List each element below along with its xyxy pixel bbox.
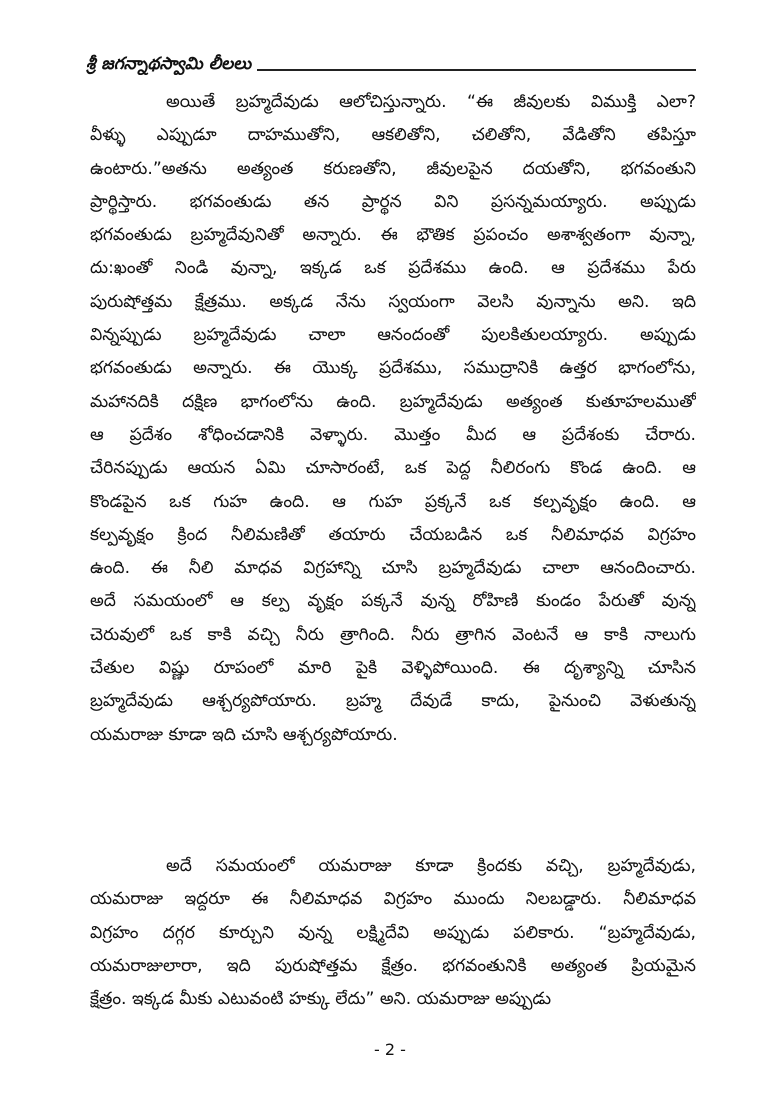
text-line: వీళ్ళు ఎప్పుడూ దాహముతోని, ఆకలితోని, చలితోని, వేడితోని తపిస్తూ xyxy=(90,125,696,146)
text-line: క్షేత్రం. ఇక్కడ మీకు ఎటువంటి హక్కు లేదు” అని. యమరాజు అప్పుడు xyxy=(90,989,552,1010)
running-header xyxy=(86,50,696,74)
text-line: విగ్రహం దగ్గర కూర్చుని వున్న లక్ష్మిదేవి అప్పుడు పలికారు. “బ్రహ్మదేవుడు, xyxy=(90,922,696,943)
text-line: యమరాజు కూడా ఇది చూసి ఆశ్చర్యపోయారు. xyxy=(90,724,398,745)
text-line: బ్రహ్మదేవుడు ఆశ్చర్యపోయారు. బ్రహ్మ దేవుడే కాదు, పైనుంచి వెళుతున్న xyxy=(90,691,696,712)
text-line: విన్నప్పుడు బ్రహ్మదేవుడు చాలా ఆనందంతో పులకితులయ్యారు. అప్పుడు xyxy=(90,325,696,346)
text-line: ఉంటారు.”అతను అత్యంత కరుణతోని, జీవులపైన దయతోని, భగవంతుని xyxy=(90,158,696,179)
text-line: ప్రార్థిస్తారు. భగవంతుడు తన ప్రార్థన విని ప్రసన్నమయ్యారు. అప్పుడు xyxy=(90,191,696,212)
page-number: - 2 - xyxy=(374,1040,406,1059)
text-line: పురుషోత్తమ క్షేత్రము. అక్కడ నేను స్వయంగా వెలసి వున్నాను అని. ఇది xyxy=(90,291,696,312)
header-title: శ్రీ జగన్నాథస్వామి లీలలు xyxy=(86,54,252,74)
text-line: దు:ఖంతో నిండి వున్నా, ఇక్కడ ఒక ప్రదేశము ఉంది. ఆ ప్రదేశము పేరు xyxy=(90,258,696,279)
text-line: చేతుల విష్ణు రూపంలో మారి పైకి వెళ్ళిపోయింది. ఈ దృశ్యాన్ని చూసిన xyxy=(90,658,696,679)
text-line: ఆ ప్రదేశం శోధించడానికి వెళ్ళారు. మొత్తం మీద ఆ ప్రదేశంకు చేరారు. xyxy=(90,424,696,445)
text-line: యమరాజు ఇద్దరూ ఈ నీలిమాధవ విగ్రహం ముందు నిలబడ్డారు. నీలిమాధవ xyxy=(90,889,696,910)
text-line: మహానదికి దక్షిణ భాగంలోను ఉంది. బ్రహ్మదేవుడు అత్యంత కుతూహలముతో xyxy=(90,391,696,412)
text-line: చేరినప్పుడు ఆయన ఏమి చూసారంటే, ఒక పెద్ద నీలిరంగు కొండ ఉంది. ఆ xyxy=(90,458,696,479)
text-line: చెరువులో ఒక కాకి వచ్చి నీరు త్రాగింది. నీరు త్రాగిన వెంటనే ఆ కాకి నాలుగు xyxy=(90,624,696,645)
text-line: అదే సమయంలో ఆ కల్ప వృక్షం పక్కనే వున్న రోహిణి కుండం పేరుతో వున్న xyxy=(90,591,696,612)
text-line: అదే సమయంలో యమరాజు కూడా క్రిందకు వచ్చి, బ్రహ్మదేవుడు, xyxy=(166,856,696,876)
text-line: ఉంది. ఈ నీలి మాధవ విగ్రహాన్ని చూసి బ్రహ్మదేవుడు చాలా ఆనందించారు. xyxy=(90,558,696,579)
text-line: యమరాజులారా, ఇది పురుషోత్తమ క్షేత్రం. భగవంతునికి అత్యంత ప్రియమైన xyxy=(90,955,696,976)
text-line: కల్పవృక్షం క్రింద నీలిమణితో తయారు చేయబడిన ఒక నీలిమాధవ విగ్రహం xyxy=(90,524,696,545)
header-rule xyxy=(257,69,696,71)
text-line: భగవంతుడు అన్నారు. ఈ యొక్క ప్రదేశము, సముద్రానికి ఉత్తర భాగంలోను, xyxy=(90,358,696,379)
paragraph-1 xyxy=(90,86,696,752)
paragraph-2 xyxy=(90,850,696,1016)
text-line: భగవంతుడు బ్రహ్మదేవునితో అన్నారు. ఈ భౌతిక ప్రపంచం అశాశ్వతంగా వున్నా, xyxy=(90,225,696,246)
text-line: కొండపైన ఒక గుహ ఉంది. ఆ గుహ ప్రక్కనే ఒక కల్పవృక్షం ఉంది. ఆ xyxy=(90,491,696,512)
text-line: అయితే బ్రహ్మదేవుడు ఆలోచిస్తున్నారు. “ఈ జీవులకు విముక్తి ఎలా? xyxy=(166,92,696,112)
